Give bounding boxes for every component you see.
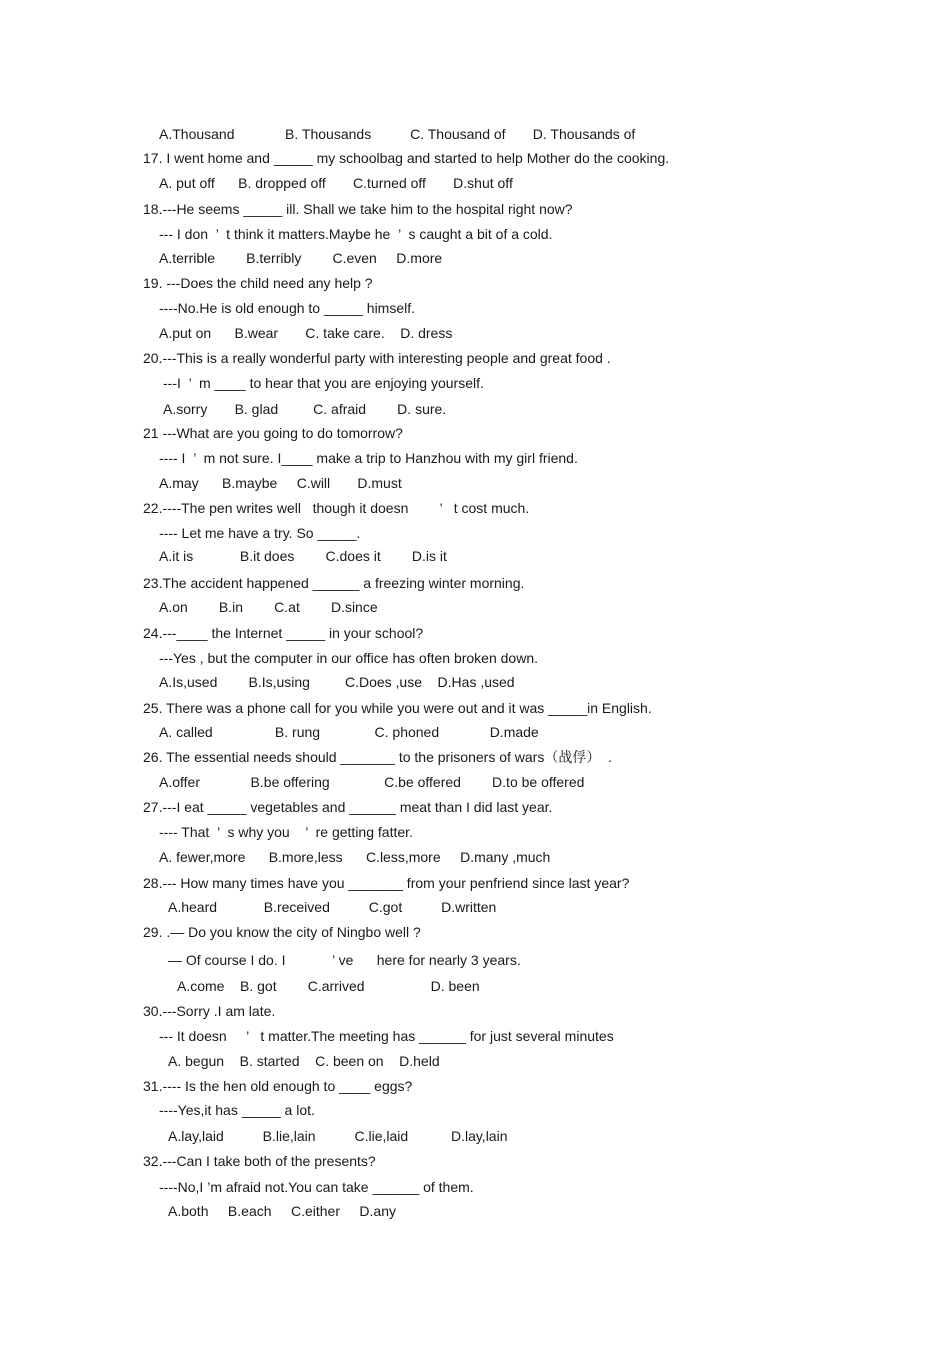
question-line: 32.---Can I take both of the presents? <box>143 1153 376 1169</box>
option-line: A. put off B. dropped off C.turned off D.shut off <box>159 175 513 191</box>
question-line: 23.The accident happened ______ a freezing winter morning. <box>143 575 525 591</box>
option-line: A.sorry B. glad C. afraid D. sure. <box>163 401 447 417</box>
option-line: A.heard B.received C.got D.written <box>168 899 497 915</box>
option-line: A.Thousand B. Thousands C. Thousand of D. Thousands of <box>159 126 636 142</box>
dialogue-line: ---- I ’ m not sure. I____ make a trip to Hanzhou with my girl friend. <box>159 450 578 466</box>
dialogue-line: ---- Let me have a try. So _____. <box>159 525 361 541</box>
option-line: A.Is,used B.Is,using C.Does ,use D.Has ,used <box>159 674 515 690</box>
question-line: 26. The essential needs should _______ to the prisoners of wars（战俘） . <box>143 749 613 765</box>
question-line: 21 ---What are you going to do tomorrow? <box>143 425 403 441</box>
dialogue-line: ----Yes,it has _____ a lot. <box>159 1102 315 1118</box>
option-line: A.may B.maybe C.will D.must <box>159 475 402 491</box>
question-line: 19. ---Does the child need any help ? <box>143 275 373 291</box>
question-line: 28.--- How many times have you _______ from your penfriend since last year? <box>143 875 630 891</box>
dialogue-line: ----No,I ’m afraid not.You can take ______ of them. <box>159 1179 474 1195</box>
question-line: 30.---Sorry .I am late. <box>143 1003 276 1019</box>
question-line: 27.---I eat _____ vegetables and ______ meat than I did last year. <box>143 799 553 815</box>
option-line: A.it is B.it does C.does it D.is it <box>159 548 447 564</box>
option-line: A. fewer,more B.more,less C.less,more D.many ,much <box>159 849 551 865</box>
option-line: A.on B.in C.at D.since <box>159 599 378 615</box>
option-line: A. begun B. started C. been on D.held <box>168 1053 440 1069</box>
option-line: A.put on B.wear C. take care. D. dress <box>159 325 453 341</box>
option-line: A.lay,laid B.lie,lain C.lie,laid D.lay,lain <box>168 1128 508 1144</box>
question-line: 31.---- Is the hen old enough to ____ eggs? <box>143 1078 413 1094</box>
dialogue-line: — Of course I do. I ’ ve here for nearly 3 years. <box>168 952 521 968</box>
option-line: A. called B. rung C. phoned D.made <box>159 724 539 740</box>
dialogue-line: ----No.He is old enough to _____ himself. <box>159 300 416 316</box>
question-line: 22.----The pen writes well though it doesn ’ t cost much. <box>143 500 530 516</box>
question-line: 18.---He seems _____ ill. Shall we take him to the hospital right now? <box>143 201 573 217</box>
option-line: A.terrible B.terribly C.even D.more <box>159 250 443 266</box>
option-line: A.come B. got C.arrived D. been <box>177 978 480 994</box>
dialogue-line: --- I don ’ t think it matters.Maybe he ’ s caught a bit of a cold. <box>159 226 553 242</box>
question-line: 20.---This is a really wonderful party with interesting people and great food . <box>143 350 611 366</box>
dialogue-line: ---I ’ m ____ to hear that you are enjoying yourself. <box>163 375 484 391</box>
dialogue-line: --- It doesn ’ t matter.The meeting has ______ for just several minutes <box>159 1028 614 1044</box>
dialogue-line: ---Yes , but the computer in our office has often broken down. <box>159 650 538 666</box>
question-line: 24.---____ the Internet _____ in your school? <box>143 625 424 641</box>
question-line: 17. I went home and _____ my schoolbag and started to help Mother do the cooking. <box>143 150 670 166</box>
question-line: 29. .— Do you know the city of Ningbo well ? <box>143 924 421 940</box>
option-line: A.offer B.be offering C.be offered D.to be offered <box>159 774 585 790</box>
option-line: A.both B.each C.either D.any <box>168 1203 396 1219</box>
dialogue-line: ---- That ’ s why you ’ re getting fatter. <box>159 824 413 840</box>
question-line: 25. There was a phone call for you while you were out and it was _____in English. <box>143 700 652 716</box>
